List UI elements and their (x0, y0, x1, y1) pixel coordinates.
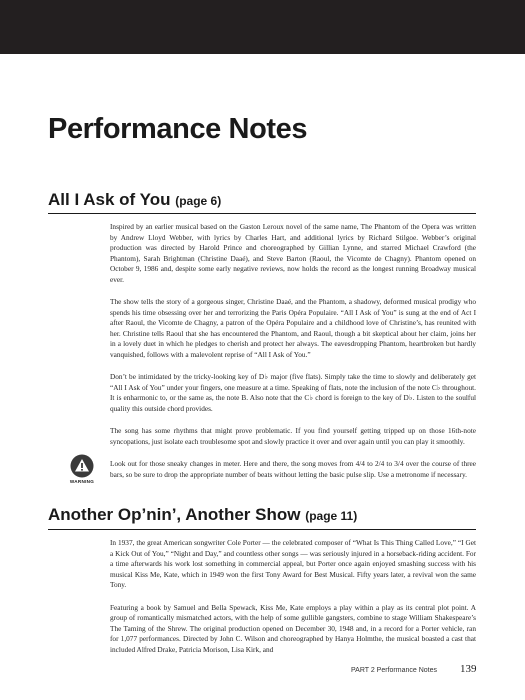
section-rule (48, 213, 476, 214)
section-body (110, 222, 476, 480)
section-page-ref: (page 11) (305, 509, 358, 523)
chapter-title: Performance Notes (48, 113, 308, 145)
section-page-ref: (page 6) (175, 194, 222, 208)
warning-triangle-icon (70, 454, 94, 478)
page-number: 139 (460, 663, 477, 675)
header-band (0, 0, 525, 54)
paragraph: In 1937, the great American songwriter Cole Porter — the celebrated composer of “What Is This Thing Called Love,” “I Get a Kick Out of You,” “Night and Day,” and countless other songs — was seriously injured in a horseback-riding accident. For a time afterwards his work lost something in commercial appeal, but Porter once again enjoyed smashing success with his musical Kiss Me, Kate, which in 1949 won the first Tony Award for Best Musical. Fifty years later, a revival won the same Tony. (110, 538, 476, 589)
warning-text: Look out for those sneaky changes in meter. Here and there, the song moves from 4/4 to 2/4 to 3/4 over the course of three bars, so be sure to drop the appropriate number of beats without letting the basic pulse slip. Use a metronome if necessary. (110, 459, 476, 479)
paragraph: Inspired by an earlier musical based on the Gaston Leroux novel of the same name, The Phantom of the Opera was written by Andrew Lloyd Webber, with lyrics by Charles Hart, and additional lyrics by Richard Stilgoe. Webber’s original production was directed by Harold Prince and choreographed by Gillian Lynne, and starred Michael Crawford (the Phantom), Sarah Brightman (Christine Daaé), and Steve Barton (Raoul, the Vicomte de Chagny). Phantom opened on October 9, 1986 and, despite some early negative reviews, now holds the record as the longest running Broadway musical ever. (110, 222, 476, 284)
section-heading-all-i-ask-of-you (48, 190, 221, 210)
warning-label: WARNING (69, 479, 95, 484)
footer-part-label: PART 2 Performance Notes (351, 667, 437, 674)
section-title: Another Op’nin’, Another Show (48, 505, 301, 524)
warning-callout (60, 454, 104, 494)
paragraph: The show tells the story of a gorgeous singer, Christine Daaé, and the Phantom, a shadowy, deformed musical prodigy who spends his time obsessing over her and terrorizing the Paris Opéra Populaire. “All I Ask of You” is sung at the end of Act I after Raoul, the Vicomte de Chagny, a patron of the Opéra Populaire and a childhood love of Christine’s, has reunited with her. Christine tells Raoul that she has encountered the Phantom, and Raoul, though a bit skeptical about her claim, joins her in a lovely duet in which he pledges to cherish and protect her always. The eavesdropping Phantom, heartbroken but hardly vanquished, follows with a malevolent reprise of “All I Ask of You.” (110, 297, 476, 359)
paragraph: Don’t be intimidated by the tricky-looking key of D♭ major (five flats). Simply take the time to slowly and deliberately get “All I Ask of You” under your fingers, one measure at a time. Speaking of flats, note the inclusion of the note C♭ throughout. It is enharmonic to, or the same as, the note B. Also note that the C♭ chord is foreign to the key of D♭. Listen to the soulful quality this outside chord provides. (110, 372, 476, 413)
section-heading-another-opnin (48, 505, 357, 525)
paragraph: Featuring a book by Samuel and Bella Spewack, Kiss Me, Kate employs a play within a play as its central plot point. A group of romantically mismatched actors, with the help of some gullible gangsters, combine to stage William Shakespeare’s The Taming of the Shrew. The original production opened on December 30, 1948 and, in a record for a Porter vehicle, ran for 1,077 performances. Directed by John C. Wilson and choreographed by Hanya Holmthe, the musical boasted a cast that included Alfred Drake, Patricia Morison, Lisa Kirk, and (110, 602, 476, 654)
paragraph: The song has some rhythms that might prove problematic. If you find yourself getting tripped up on those 16th-note syncopations, just isolate each troublesome spot and slowly practice it over and over again until you can play it smoothly. (110, 426, 476, 446)
section-body (110, 538, 476, 655)
section-title: All I Ask of You (48, 190, 171, 209)
section-rule (48, 529, 476, 530)
